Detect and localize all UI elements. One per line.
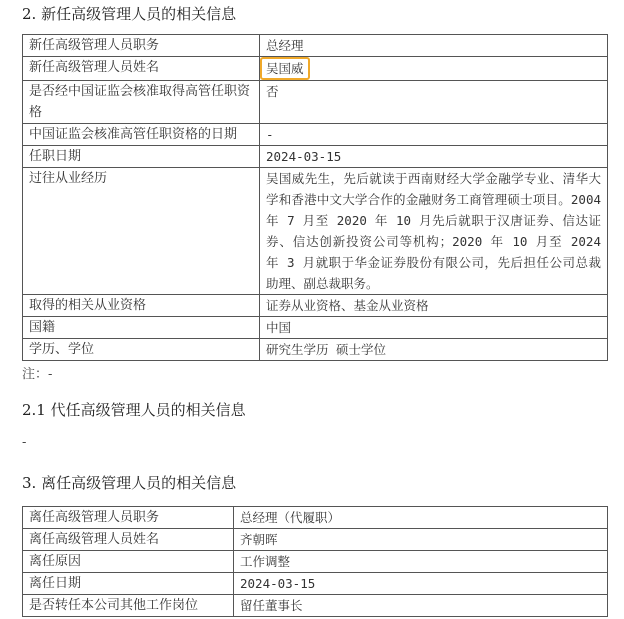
- row-label: 任职日期: [23, 146, 260, 168]
- section-2-1-heading: 2.1 代任高级管理人员的相关信息: [22, 401, 246, 419]
- section-2-heading: 2. 新任高级管理人员的相关信息: [22, 5, 237, 23]
- row-value: -: [260, 124, 608, 146]
- row-label: 离任日期: [23, 573, 234, 595]
- row-label: 离任高级管理人员姓名: [23, 529, 234, 551]
- table-row: [23, 573, 608, 595]
- row-label: 是否转任本公司其他工作岗位: [23, 595, 234, 617]
- table-row: [23, 295, 608, 317]
- section-2-note: 注：-: [22, 367, 53, 382]
- table-row: [23, 551, 608, 573]
- row-value: 证券从业资格、基金从业资格: [260, 295, 608, 317]
- table-row: [23, 529, 608, 551]
- table-row: [23, 339, 608, 361]
- table-row: [23, 595, 608, 617]
- table-row: [23, 81, 608, 124]
- row-value: 2024-03-15: [234, 573, 608, 595]
- highlighted-name: 吴国威: [260, 57, 310, 80]
- row-label: 学历、学位: [23, 339, 260, 361]
- table-row: [23, 124, 608, 146]
- row-label: 新任高级管理人员姓名: [23, 57, 260, 81]
- row-label: 新任高级管理人员职务: [23, 35, 260, 57]
- row-value: 总经理: [260, 35, 608, 57]
- row-label: 离任原因: [23, 551, 234, 573]
- row-label: 国籍: [23, 317, 260, 339]
- row-value: 工作调整: [234, 551, 608, 573]
- row-value: 留任董事长: [234, 595, 608, 617]
- table-row: [23, 168, 608, 295]
- section-3-heading: 3. 离任高级管理人员的相关信息: [22, 474, 237, 492]
- row-label: 取得的相关从业资格: [23, 295, 260, 317]
- row-value: 2024-03-15: [260, 146, 608, 168]
- row-value: 否: [260, 81, 608, 124]
- row-value: 中国: [260, 317, 608, 339]
- row-label: 离任高级管理人员职务: [23, 507, 234, 529]
- section-2-1-content: -: [22, 435, 27, 450]
- row-value: 吴国威先生，先后就读于西南财经大学金融学专业、清华大学和香港中文大学合作的金融财务工商管理硕士项目。2004 年 7 月至 2020 年 10 月先后就职于汉唐证券、信达证券、信达创新投资公司等机构；2020 年 10 月至 2024 年 3 月就职于华金证券股份有限公司，先后担任公司总裁助理、副总裁职务。: [260, 168, 608, 295]
- table-row: [23, 35, 608, 57]
- row-value: 齐朝晖: [234, 529, 608, 551]
- table-row: [23, 57, 608, 81]
- row-value: 研究生学历 硕士学位: [260, 339, 608, 361]
- row-value: 总经理（代履职）: [234, 507, 608, 529]
- new-manager-table: [22, 34, 608, 361]
- table-row: [23, 146, 608, 168]
- row-label: 中国证监会核准高管任职资格的日期: [23, 124, 260, 146]
- row-label: 过往从业经历: [23, 168, 260, 295]
- departing-manager-table: [22, 506, 608, 617]
- table-row: [23, 317, 608, 339]
- table-row: [23, 507, 608, 529]
- row-label: 是否经中国证监会核准取得高管任职资格: [23, 81, 260, 124]
